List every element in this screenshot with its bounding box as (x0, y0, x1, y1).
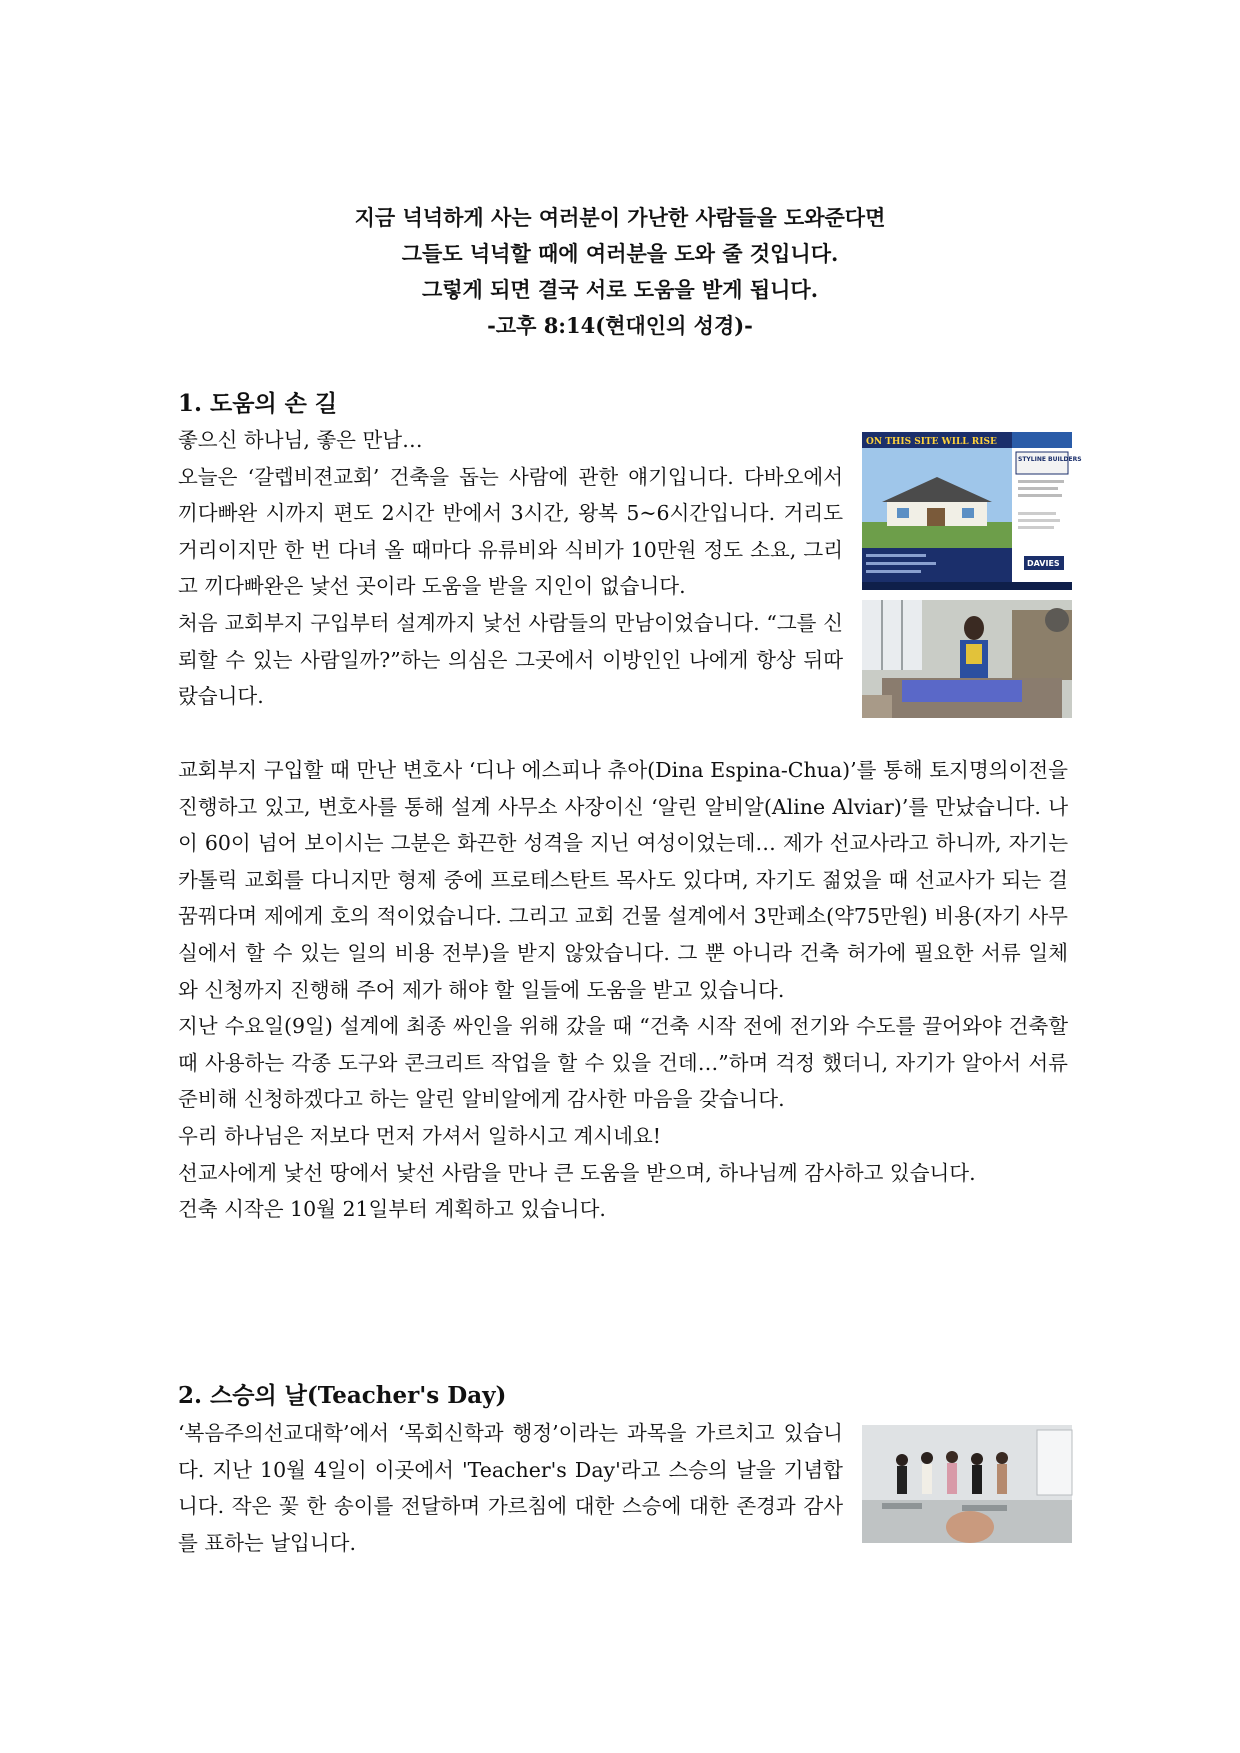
verse-line-2: 그들도 넉넉할 때에 여러분을 도와 줄 것입니다. (401, 241, 839, 266)
paragraph: 교회부지 구입할 때 만난 변호사 ‘디나 에스피나 츄아(Dina Espina-Chua)’를 통해 토지명의이전을 진행하고 있고, 변호사를 통해 설계 사무소 사장이신 ‘알린 알비알(Aline Alviar)’를 만났습니다. 나이 60이 넘어 보이시는 그분은 화끈한 성격을 지닌 여성이었는데… 제가 선교사라고 하니까, 자기는 카톨릭 교회를 다니지만 형제 중에 프로테스탄트 목사도 있다며, 자기도 젊었을 때 선교사가 되는 걸 꿈꿔다며 제에게 호의 적이었습니다. 그리고 교회 건물 설계에서 3만페소(약75만원) 비용(자기 사무실에서 할 수 있는 일의 비용 전부)을 받지 않았습니다. 그 뿐 아니라 건축 허가에 필요한 서류 일체와 신청까지 진행해 주어 제가 해야 할 일들에 도움을 받고 있습니다. (178, 758, 1068, 1002)
poster-brand: STYLINE BUILDERS (1018, 456, 1082, 463)
verse-line-3: 그렇게 되면 결국 서로 도움을 받게 됩니다. (421, 277, 819, 302)
paragraph: 오늘은 ‘갈렙비젼교회’ 건축을 돕는 사람에 관한 얘기입니다. 다바오에서 끼다빠완 시까지 편도 2시간 반에서 3시간, 왕복 5~6시간입니다. 거리도 거리이지만 한 번 다녀 올 때마다 유류비와 식비가 10만원 정도 소요, 그리고 끼다빠완은 낯선 곳이라 도움을 받을 지인이 없습니다. (178, 464, 843, 599)
section-1-intro (178, 422, 843, 715)
verse-reference: -고후 8:14(현대인의 성경)- (487, 313, 753, 338)
office-photo (862, 600, 1072, 718)
section-1-title: 1. 도움의 손 길 (178, 390, 338, 417)
bible-verse (180, 200, 1060, 344)
teachers-day-photo (862, 1425, 1072, 1543)
poster-footer-brand: DAVIES (1027, 559, 1060, 568)
paragraph: 건축 시작은 10월 21일부터 계획하고 있습니다. (178, 1197, 606, 1222)
section-2-body (178, 1415, 843, 1561)
verse-line-1: 지금 넉넉하게 사는 여러분이 가난한 사람들을 도와준다면 (354, 205, 886, 230)
paragraph: 우리 하나님은 저보다 먼저 가셔서 일하시고 계시네요! (178, 1123, 662, 1148)
poster-banner: ON THIS SITE WILL RISE (866, 437, 997, 447)
paragraph: 지난 수요일(9일) 설계에 최종 싸인을 위해 갔을 때 “건축 시작 전에 전기와 수도를 끌어와야 건축할 때 사용하는 각종 도구와 콘크리트 작업을 할 수 있을 건데…”하며 걱정 했더니, 자기가 알아서 서류 준비해 신청하겠다고 하는 알린 알비알에게 감사한 마음을 갖습니다. (178, 1014, 1068, 1112)
paragraph: ‘복음주의선교대학’에서 ‘목회신학과 행정’이라는 과목을 가르치고 있습니다. 지난 10월 4일이 이곳에서 'Teacher's Day'라고 스승의 날을 기념합니다. 작은 꽃 한 송이를 전달하며 가르침에 대한 스승에 대한 존경과 감사를 표하는 날입니다. (178, 1421, 843, 1555)
section-1-body (178, 752, 1068, 1228)
paragraph: 처음 교회부지 구입부터 설계까지 낯선 사람들의 만남이었습니다. “그를 신뢰할 수 있는 사람일까?”하는 의심은 그곳에서 이방인인 나에게 항상 뒤따랐습니다. (178, 610, 843, 709)
section-2-title: 2. 스승의 날(Teacher's Day) (178, 1382, 507, 1409)
paragraph: 좋으신 하나님, 좋은 만남… (178, 428, 423, 452)
church-construction-poster (862, 432, 1082, 590)
paragraph: 선교사에게 낯선 땅에서 낯선 사람을 만나 큰 도움을 받으며, 하나님께 감사하고 있습니다. (178, 1160, 976, 1185)
